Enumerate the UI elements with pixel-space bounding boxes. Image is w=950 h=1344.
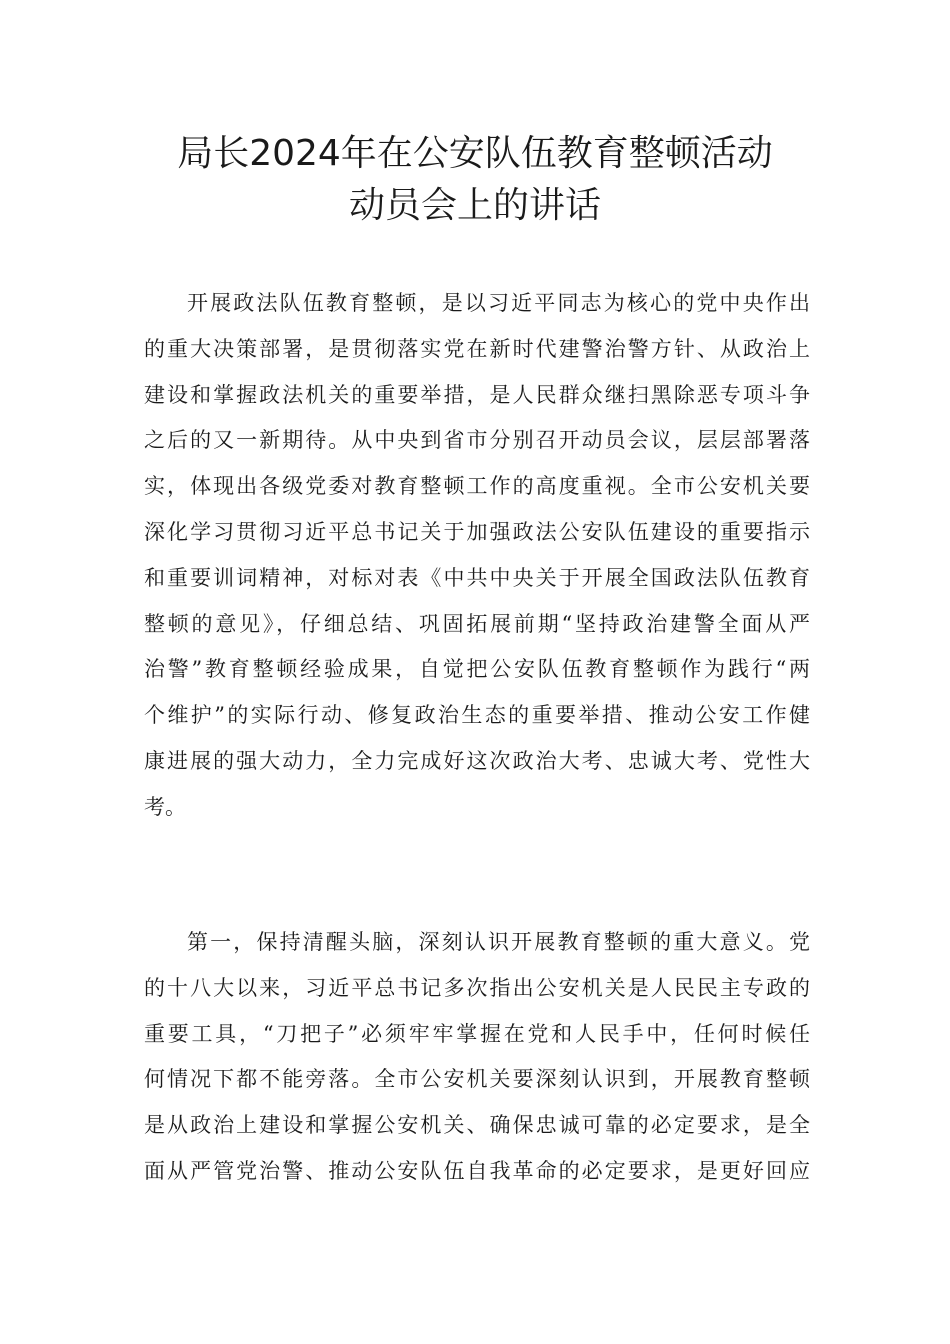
text-line: 建设和掌握政法机关的重要举措，是人民群众继扫黑除恶专项斗争: [144, 382, 810, 407]
text-line: 第一，保持清醒头脑，深刻认识开展教育整顿的重大意义。党: [187, 930, 810, 954]
text-line: 康进展的强大动力，全力完成好这次政治大考、忠诚大考、党性大: [144, 748, 810, 773]
text-line: 面从严管党治警、推动公安队伍自我革命的必定要求，是更好回应: [144, 1158, 810, 1183]
text-line: 和重要训词精神，对标对表《中共中央关于开展全国政法队伍教育: [144, 565, 810, 590]
text-line: 何情况下都不能旁落。全市公安机关要深刻认识到，开展教育整顿: [144, 1067, 810, 1092]
title-line: 动员会上的讲话: [348, 185, 601, 226]
text-line: 之后的又一新期待。从中央到省市分别召开动员会议，层层部署落: [144, 428, 810, 453]
paragraph-first-point: [144, 920, 810, 1195]
document-title: [120, 128, 830, 232]
text-line: 是从政治上建设和掌握公安机关、确保忠诚可靠的必定要求，是全: [144, 1113, 810, 1138]
text-line: 个维护”的实际行动、修复政治生态的重要举措、推动公安工作健: [144, 703, 810, 728]
text-line: 的重大决策部署，是贯彻落实党在新时代建警治警方针、从政治上: [144, 336, 810, 361]
text-line: 开展政法队伍教育整顿，是以习近平同志为核心的党中央作出: [187, 291, 810, 315]
text-line: 深化学习贯彻习近平总书记关于加强政法公安队伍建设的重要指示: [144, 519, 810, 544]
paragraph-intro: [144, 281, 810, 831]
text-line: 考。: [144, 794, 186, 819]
text-line: 治警”教育整顿经验成果，自觉把公安队伍教育整顿作为践行“两: [144, 657, 810, 682]
text-line: 的十八大以来，习近平总书记多次指出公安机关是人民民主专政的: [144, 975, 810, 1000]
text-line: 实，体现出各级党委对教育整顿工作的高度重视。全市公安机关要: [144, 474, 810, 499]
text-line: 重要工具，“刀把子”必须牢牢掌握在党和人民手中，任何时候任: [144, 1021, 810, 1046]
title-line: 局长2024年在公安队伍教育整顿活动: [177, 133, 773, 174]
text-line: 整顿的意见》，仔细总结、巩固拓展前期“坚持政治建警全面从严: [144, 611, 810, 636]
